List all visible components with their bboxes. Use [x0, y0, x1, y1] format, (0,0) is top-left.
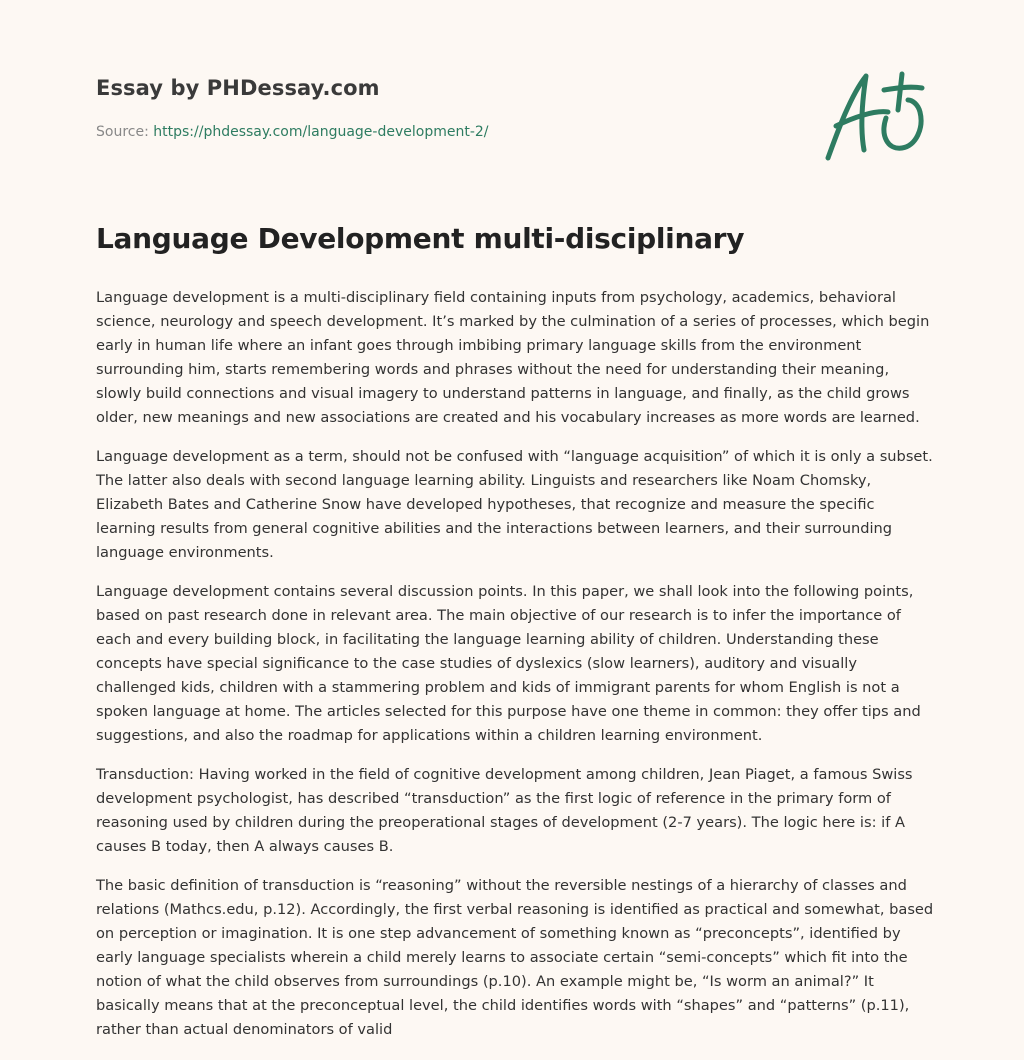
source-label: Source:: [96, 124, 149, 140]
essay-paragraph: The basic definition of transduction is “reasoning” without the reversible nestings of a hierarchy of classes and relations (Mathcs.edu, p.12). Accordingly, the first verbal reasoning is identified as practical and somewhat, based on perception or imagination. It is one step advancement of something known as “preconcepts”, identified by early language specialists wherein a child merely learns to associate certain “semi-concepts” which fit into the notion of what the child observes from surroundings (p.10). An example might be, “Is worm an animal?” It basically means that at the preconceptual level, the child identifies words with “shapes” and “patterns” (p.11), rather than actual denominators of valid: [96, 877, 934, 1038]
essay-paragraph: Language development as a term, should not be confused with “language acquisition” of which it is only a subset. The latter also deals with second language learning ability. Linguists and researchers like Noam Chomsky, Elizabeth Bates and Catherine Snow have developed hypotheses, that recognize and measure the specific learning results from general cognitive abilities and the interactions between learners, and their surrounding language environments.: [96, 448, 933, 561]
essay-body: [96, 286, 938, 1057]
a-plus-logo-icon: [816, 66, 932, 166]
essay-paragraph: Transduction: Having worked in the field of cognitive development among children, Jean Piaget, a famous Swiss development psychologist, has described “transduction” as the first logic of reference in the primary form of reasoning used by children during the preoperational stages of development (2-7 years). The logic here is: if A causes B today, then A always causes B.: [96, 766, 913, 855]
site-title: Essay by PHDessay.com: [96, 76, 380, 100]
essay-paragraph: Language development contains several discussion points. In this paper, we shall look into the following points, based on past research done in relevant area. The main objective of our research is to infer the importance of each and every building block, in facilitating the language learning ability of children. Understanding these concepts have special significance to the case studies of dyslexics (slow learners), auditory and visually challenged kids, children with a stammering problem and kids of immigrant parents for whom English is not a spoken language at home. The articles selected for this purpose have one theme in common: they offer tips and suggestions, and also the roadmap for applications within a children learning environment.: [96, 583, 921, 744]
source-link[interactable]: https://phdessay.com/language-development-2/: [153, 124, 489, 140]
source-line: [96, 124, 489, 140]
essay-paragraph: Language development is a multi-disciplinary field containing inputs from psychology, academics, behavioral science, neurology and speech development. It’s marked by the culmination of a series of processes, which begin early in human life where an infant goes through imbibing primary language skills from the environment surrounding him, starts remembering words and phrases without the need for understanding their meaning, slowly build connections and visual imagery to understand patterns in language, and finally, as the child grows older, new meanings and new associations are created and his vocabulary increases as more words are learned.: [96, 289, 930, 426]
essay-title: Language Development multi-disciplinary: [96, 222, 745, 255]
